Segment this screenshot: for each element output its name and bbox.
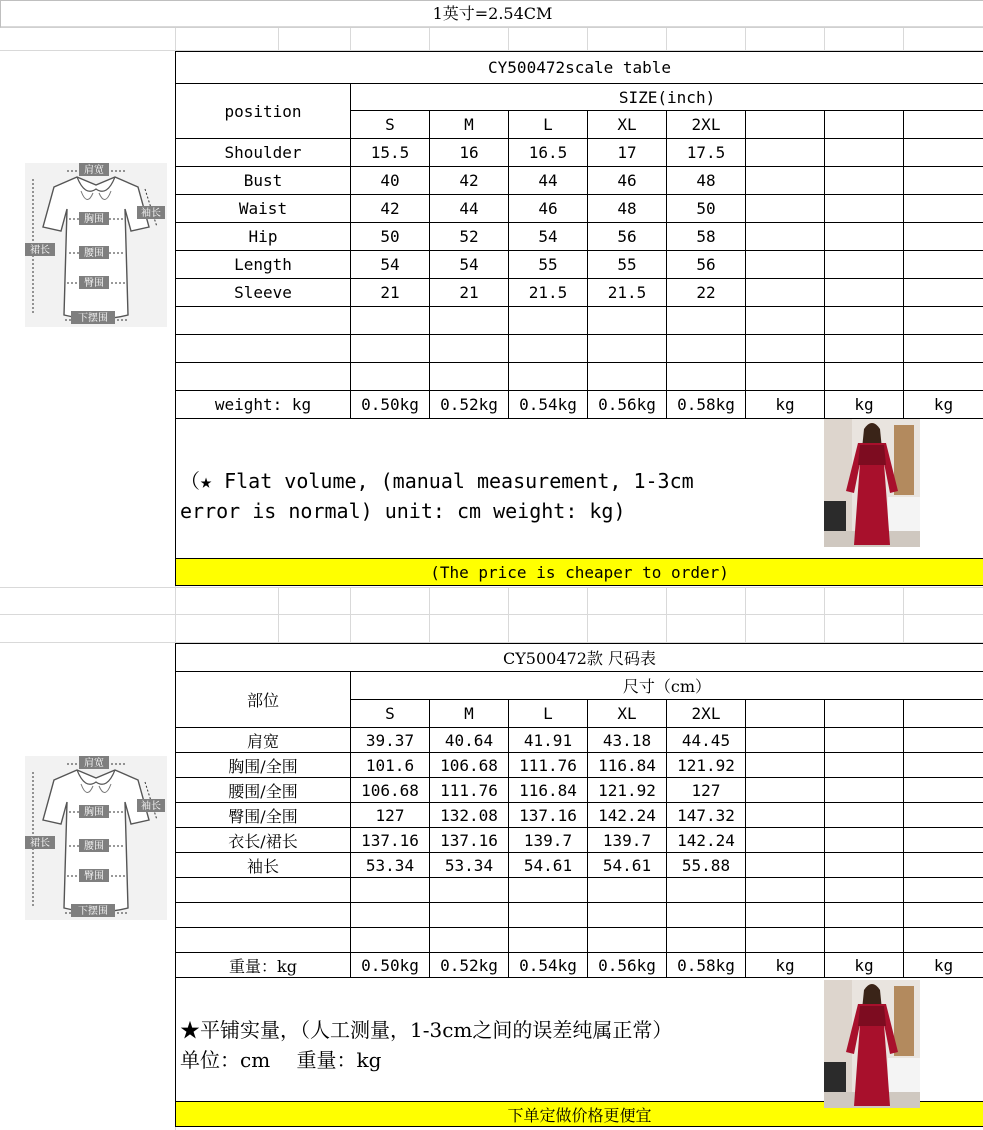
note-line-1: （★ Flat volume, (manual measurement, 1-3cm [180, 468, 694, 493]
price-footer: 下单定做价格更便宜 [176, 1102, 983, 1127]
unit-cell: kg [904, 953, 983, 978]
value-cell: 53.34 [351, 853, 430, 878]
empty-cell [825, 803, 904, 828]
empty-cell [825, 279, 904, 307]
weight-cell: 0.50kg [351, 953, 430, 978]
row-label: Sleeve [176, 279, 351, 307]
empty-cell [746, 167, 825, 195]
price-footer: (The price is cheaper to order) [176, 559, 983, 586]
table-row [176, 279, 983, 307]
size-m: M [430, 111, 509, 139]
empty-row [176, 363, 983, 391]
row-label: Bust [176, 167, 351, 195]
value-cell: 111.76 [430, 778, 509, 803]
skirt-length-label: 裙长 [30, 838, 50, 849]
table-row [176, 803, 983, 828]
value-cell: 116.84 [509, 778, 588, 803]
empty-cell [825, 828, 904, 853]
empty-cell [746, 828, 825, 853]
empty-cell [825, 167, 904, 195]
weight-cell: 0.58kg [667, 953, 746, 978]
empty-cell [825, 111, 904, 139]
value-cell: 54 [430, 251, 509, 279]
row-label: 臀围/全围 [176, 803, 351, 828]
value-cell: 147.32 [667, 803, 746, 828]
value-cell: 21 [351, 279, 430, 307]
empty-cell [825, 139, 904, 167]
value-cell: 111.76 [509, 753, 588, 778]
unit-cell: kg [746, 391, 825, 419]
photo-table [824, 1062, 846, 1092]
empty-cell [904, 753, 983, 778]
weight-label: weight: kg [176, 391, 351, 419]
value-cell: 116.84 [588, 753, 667, 778]
value-cell: 55 [509, 251, 588, 279]
table-row [176, 195, 983, 223]
unit-cell: kg [746, 953, 825, 978]
empty-cell [746, 111, 825, 139]
empty-cell [904, 195, 983, 223]
skirt-length-label: 裙长 [30, 245, 50, 256]
weight-cell: 0.52kg [430, 391, 509, 419]
photo-decor [894, 986, 914, 1056]
dress-embellishment [858, 1006, 886, 1026]
weight-cell: 0.52kg [430, 953, 509, 978]
row-label: Length [176, 251, 351, 279]
empty-cell [746, 728, 825, 753]
value-cell: 56 [667, 251, 746, 279]
value-cell: 50 [351, 223, 430, 251]
chest-label: 胸围 [84, 807, 104, 818]
unit-cell: kg [904, 391, 983, 419]
empty-cell [746, 279, 825, 307]
size-xl: XL [588, 111, 667, 139]
shoulder-label: 肩宽 [84, 165, 104, 176]
empty-cell [904, 139, 983, 167]
table-row [176, 853, 983, 878]
value-cell: 48 [588, 195, 667, 223]
value-cell: 54 [509, 223, 588, 251]
empty-cell [825, 728, 904, 753]
empty-cell [746, 778, 825, 803]
shoulder-label: 肩宽 [84, 758, 104, 769]
unit-cell: kg [825, 953, 904, 978]
size-s: S [351, 700, 430, 728]
value-cell: 106.68 [351, 778, 430, 803]
empty-row [176, 903, 983, 928]
weight-cell: 0.58kg [667, 391, 746, 419]
value-cell: 44 [430, 195, 509, 223]
row-label: 袖长 [176, 853, 351, 878]
size-xl: XL [588, 700, 667, 728]
empty-cell [825, 700, 904, 728]
table-row [176, 139, 983, 167]
value-cell: 17 [588, 139, 667, 167]
size-2xl: 2XL [667, 700, 746, 728]
value-cell: 58 [667, 223, 746, 251]
empty-cell [746, 803, 825, 828]
empty-row [176, 307, 983, 335]
empty-cell [904, 251, 983, 279]
value-cell: 40.64 [430, 728, 509, 753]
table-row [176, 828, 983, 853]
table-row [176, 223, 983, 251]
empty-cell [746, 700, 825, 728]
value-cell: 16.5 [509, 139, 588, 167]
position-header: position [176, 84, 351, 139]
value-cell: 50 [667, 195, 746, 223]
value-cell: 41.91 [509, 728, 588, 753]
dress-measurement-diagram [25, 756, 167, 920]
photo-table [824, 501, 846, 531]
empty-cell [746, 753, 825, 778]
inch-table-title: CY500472scale table [176, 52, 983, 84]
note-line-1: ★平铺实量，（人工测量，1-3cm之间的误差纯属正常） [180, 1017, 673, 1042]
table-row [176, 778, 983, 803]
chest-label: 胸围 [84, 214, 104, 225]
unit-cell: kg [825, 391, 904, 419]
empty-cell [904, 828, 983, 853]
hem-label: 下摆围 [78, 906, 108, 917]
row-label: 胸围/全围 [176, 753, 351, 778]
value-cell: 42 [430, 167, 509, 195]
value-cell: 54.61 [588, 853, 667, 878]
product-photo [824, 419, 920, 547]
value-cell: 121.92 [588, 778, 667, 803]
value-cell: 39.37 [351, 728, 430, 753]
value-cell: 127 [351, 803, 430, 828]
empty-cell [825, 778, 904, 803]
size-s: S [351, 111, 430, 139]
empty-cell [904, 778, 983, 803]
value-cell: 137.16 [351, 828, 430, 853]
value-cell: 137.16 [509, 803, 588, 828]
size-m: M [430, 700, 509, 728]
empty-cell [746, 223, 825, 251]
empty-cell [904, 279, 983, 307]
value-cell: 54 [351, 251, 430, 279]
value-cell: 44 [509, 167, 588, 195]
photo-decor [894, 425, 914, 495]
empty-cell [904, 700, 983, 728]
table-row [176, 728, 983, 753]
value-cell: 53.34 [430, 853, 509, 878]
cm-table-title: CY500472款 尺码表 [176, 644, 983, 672]
waist-label: 腰围 [84, 841, 104, 852]
empty-cell [825, 853, 904, 878]
row-label: 肩宽 [176, 728, 351, 753]
size-2xl: 2XL [667, 111, 746, 139]
product-photo [824, 980, 920, 1108]
value-cell: 52 [430, 223, 509, 251]
size-l: L [509, 111, 588, 139]
value-cell: 42 [351, 195, 430, 223]
empty-cell [746, 195, 825, 223]
size-header: SIZE(inch) [351, 84, 983, 111]
conversion-note: 1英寸=2.54CM [0, 0, 983, 28]
value-cell: 43.18 [588, 728, 667, 753]
empty-cell [825, 753, 904, 778]
value-cell: 139.7 [509, 828, 588, 853]
weight-cell: 0.50kg [351, 391, 430, 419]
table-row [176, 753, 983, 778]
value-cell: 15.5 [351, 139, 430, 167]
value-cell: 56 [588, 223, 667, 251]
value-cell: 139.7 [588, 828, 667, 853]
empty-cell [825, 223, 904, 251]
weight-row [176, 953, 983, 978]
weight-cell: 0.54kg [509, 391, 588, 419]
row-label: 衣长/裙长 [176, 828, 351, 853]
value-cell: 137.16 [430, 828, 509, 853]
empty-cell [904, 728, 983, 753]
value-cell: 121.92 [667, 753, 746, 778]
sleeve-label: 袖长 [141, 208, 161, 219]
empty-cell [825, 195, 904, 223]
value-cell: 48 [667, 167, 746, 195]
empty-cell [904, 111, 983, 139]
empty-cell [825, 251, 904, 279]
empty-row [176, 928, 983, 953]
sleeve-label: 袖长 [141, 801, 161, 812]
value-cell: 22 [667, 279, 746, 307]
dress-embellishment [858, 445, 886, 465]
weight-cell: 0.56kg [588, 391, 667, 419]
empty-row [176, 335, 983, 363]
value-cell: 16 [430, 139, 509, 167]
value-cell: 40 [351, 167, 430, 195]
table-row [176, 167, 983, 195]
empty-cell [904, 803, 983, 828]
empty-cell [904, 853, 983, 878]
value-cell: 142.24 [588, 803, 667, 828]
value-cell: 21.5 [509, 279, 588, 307]
size-header: 尺寸（cm） [351, 672, 983, 700]
value-cell: 142.24 [667, 828, 746, 853]
empty-cell [746, 853, 825, 878]
weight-row [176, 391, 983, 419]
empty-cell [746, 139, 825, 167]
value-cell: 132.08 [430, 803, 509, 828]
value-cell: 127 [667, 778, 746, 803]
position-header: 部位 [176, 672, 351, 728]
dress-measurement-diagram [25, 163, 167, 327]
hem-label: 下摆围 [78, 313, 108, 324]
value-cell: 106.68 [430, 753, 509, 778]
value-cell: 55 [588, 251, 667, 279]
row-label: Shoulder [176, 139, 351, 167]
value-cell: 44.45 [667, 728, 746, 753]
hip-label: 臀围 [84, 278, 104, 289]
value-cell: 21.5 [588, 279, 667, 307]
empty-row [176, 878, 983, 903]
empty-cell [746, 251, 825, 279]
weight-cell: 0.56kg [588, 953, 667, 978]
value-cell: 46 [509, 195, 588, 223]
size-l: L [509, 700, 588, 728]
hip-label: 臀围 [84, 871, 104, 882]
empty-cell [904, 167, 983, 195]
weight-label: 重量：kg [176, 953, 351, 978]
empty-cell [904, 223, 983, 251]
value-cell: 55.88 [667, 853, 746, 878]
waist-label: 腰围 [84, 248, 104, 259]
value-cell: 54.61 [509, 853, 588, 878]
value-cell: 21 [430, 279, 509, 307]
note-line-2: 单位：cm 重量：kg [180, 1047, 382, 1072]
row-label: Hip [176, 223, 351, 251]
value-cell: 46 [588, 167, 667, 195]
value-cell: 17.5 [667, 139, 746, 167]
note-line-2: error is normal) unit: cm weight: kg) [180, 498, 626, 523]
row-label: 腰围/全围 [176, 778, 351, 803]
value-cell: 101.6 [351, 753, 430, 778]
row-label: Waist [176, 195, 351, 223]
table-row [176, 251, 983, 279]
weight-cell: 0.54kg [509, 953, 588, 978]
